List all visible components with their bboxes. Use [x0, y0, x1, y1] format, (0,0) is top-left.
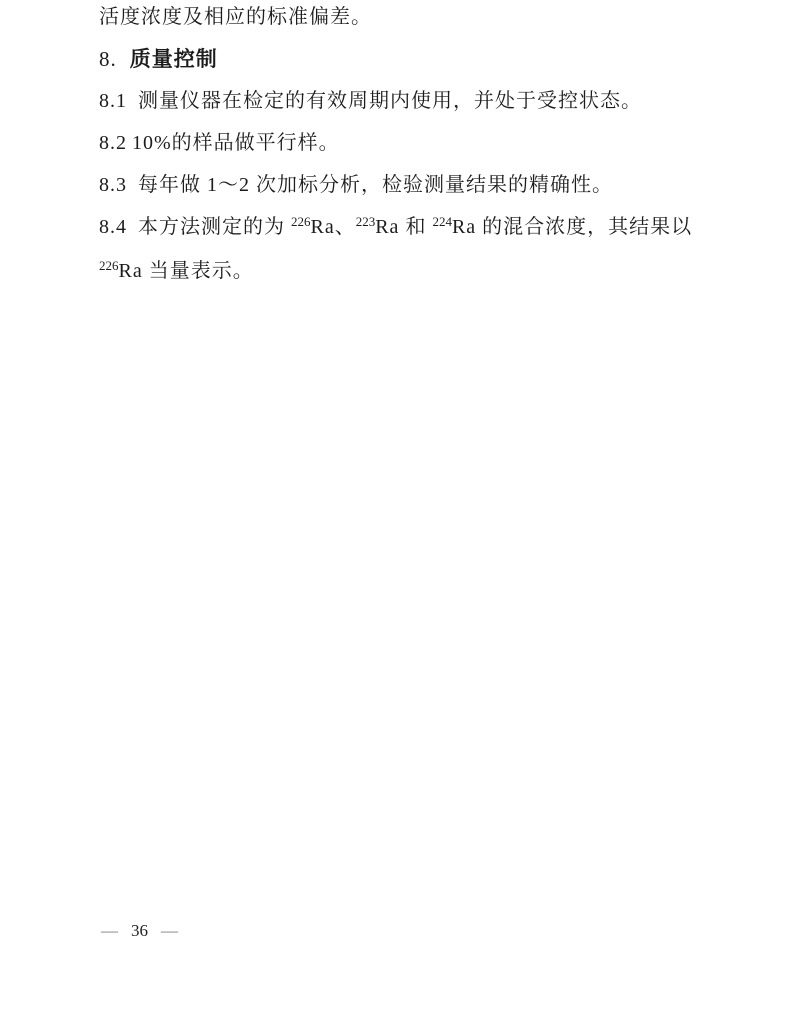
- isotope-superscript-224: 224: [432, 214, 452, 229]
- item-text-8-4-seg3: 的混合浓度，其结果以: [476, 216, 693, 238]
- item-number-8-3: 8.3: [99, 174, 127, 196]
- page-footer: [101, 921, 178, 941]
- isotope-symbol-ra-1: Ra: [310, 216, 335, 238]
- item-text-8-4-seg2: 和: [399, 216, 433, 238]
- item-number-8-4: 8.4: [99, 216, 127, 238]
- section-heading: [99, 38, 719, 80]
- paragraph-intro: [99, 0, 719, 38]
- paragraph-8-4-line-2: [99, 250, 719, 294]
- document-page-content: [99, 0, 719, 294]
- section-heading-title: 质量控制: [129, 47, 218, 71]
- footer-dash-right: —: [161, 921, 178, 940]
- paragraph-8-4-line-1: [99, 206, 719, 250]
- item-text-8-1: 测量仪器在检定的有效周期内使用，并处于受控状态。: [138, 90, 642, 112]
- footer-dash-left: —: [101, 921, 118, 940]
- isotope-superscript-223: 223: [355, 214, 376, 229]
- item-text-8-2: 10%的样品做平行样。: [132, 132, 340, 154]
- paragraph-8-1: [99, 80, 719, 122]
- item-number-8-1: 8.1: [99, 90, 127, 112]
- isotope-symbol-ra-3: Ra: [451, 216, 477, 238]
- item-number-8-2: 8.2: [99, 132, 127, 154]
- item-text-8-4-seg1: 本方法测定的为: [138, 216, 291, 238]
- isotope-superscript-226: 226: [291, 214, 311, 229]
- isotope-superscript-226-cont: 226: [99, 258, 119, 273]
- paragraph-8-3: [99, 164, 719, 206]
- isotope-symbol-ra-2: Ra: [375, 216, 400, 238]
- intro-text: 活度浓度及相应的标准偏差。: [99, 6, 372, 28]
- item-text-8-4-cont: 当量表示。: [142, 260, 254, 282]
- item-text-8-4-sep1: 、: [334, 216, 356, 238]
- isotope-symbol-ra-cont: Ra: [118, 260, 143, 282]
- page-number: 36: [131, 921, 148, 940]
- item-text-8-3: 每年做 1～2 次加标分析，检验测量结果的精确性。: [138, 174, 613, 196]
- paragraph-8-2: [99, 122, 719, 164]
- section-heading-number: 8.: [99, 47, 117, 71]
